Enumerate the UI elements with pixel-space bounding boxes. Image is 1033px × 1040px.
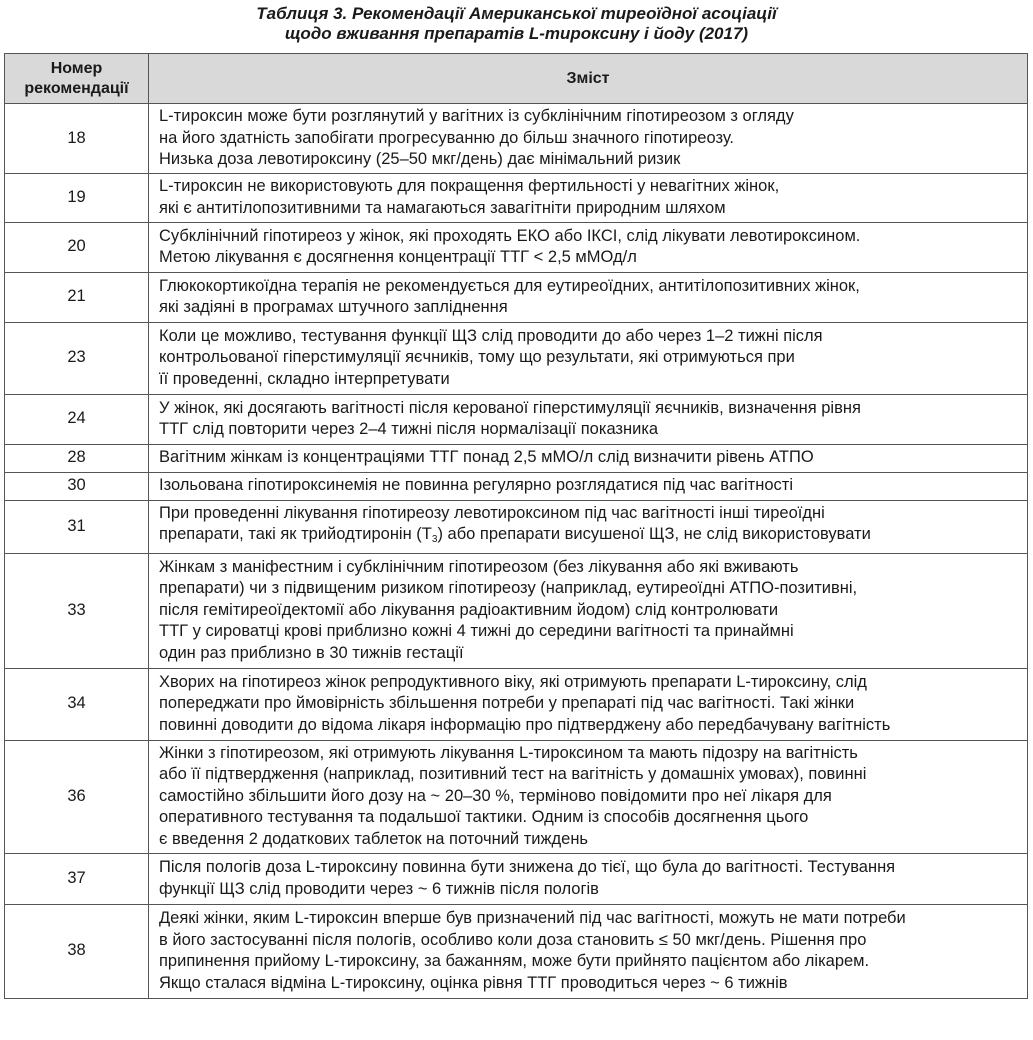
row-text: Деякі жінки, яким L-тироксин вперше був призначений під час вагітності, можуть не мати потреби в його застосуванні після пологів, особливо коли доза становить ≤ 50 мкг/день. Рішення про припинення прийому L-тироксину, за бажанням, може бути прийнято пацієнтом або лікарем. Якщо сталася відміна L-тироксину, оцінка рівня ТТГ проводиться через ~ 6 тижнів	[149, 904, 1028, 998]
table-row	[5, 173, 1028, 222]
row-text: L-тироксин може бути розглянутий у вагітних із субклінічним гіпотиреозом з огляду на його здатність запобігати прогресуванню до більш значного гіпотиреозу. Низька доза левотироксину (25–50 мкг/день) дає мінімальний ризик	[149, 104, 1028, 174]
row-text: Субклінічний гіпотиреоз у жінок, які проходять ЕКО або ІКСІ, слід лікувати левотироксином. Метою лікування є досягнення концентрації ТТГ < 2,5 мМОд/л	[149, 222, 1028, 272]
table-header-row	[5, 54, 1028, 104]
row-number: 28	[5, 444, 149, 472]
row-number: 34	[5, 668, 149, 740]
header-number: Номер рекомендації	[5, 54, 149, 104]
row-text: Хворих на гіпотиреоз жінок репродуктивного віку, які отримують препарати L-тироксину, слід попереджати про ймовірність збільшення потреби у препараті під час вагітності. Такі жінки повинні доводити до відома лікаря інформацію про підтверджену або передбачувану вагітність	[149, 668, 1028, 740]
row-number: 19	[5, 173, 149, 222]
row-text: У жінок, які досягають вагітності після керованої гіперстимуляції яєчників, визначення рівня ТТГ слід повторити через 2–4 тижні після нормалізації показника	[149, 394, 1028, 444]
table-row	[5, 104, 1028, 174]
row-text	[149, 500, 1028, 553]
row-number: 30	[5, 472, 149, 500]
caption-line-2: щодо вживання препаратів L-тироксину і йоду (2017)	[284, 24, 749, 43]
table-row	[5, 444, 1028, 472]
row-number: 18	[5, 104, 149, 174]
table-row	[5, 740, 1028, 853]
row-number: 36	[5, 740, 149, 853]
row-number: 31	[5, 500, 149, 553]
caption-line-1: Таблиця 3. Рекомендації Американської тиреоїдної асоціації	[256, 4, 777, 23]
row-text-part-a: При проведенні лікування гіпотиреозу левотироксином під час вагітності інші тиреоїдні препарати, такі як трийодтиронін (Т	[159, 503, 825, 543]
row-text: Жінкам з маніфестним і субклінічним гіпотиреозом (без лікування або які вживають препарати) чи з підвищеним ризиком гіпотиреозу (наприклад, еутиреоїдні АТПО-позитивні, після гемітиреоїдектомії або лікування радіоактивним йодом) слід контролювати ТТГ у сироватці крові приблизно кожні 4 тижні до середини вагітності та принаймні один раз приблизно в 30 тижнів гестації	[149, 553, 1028, 668]
row-text: Ізольована гіпотироксинемія не повинна регулярно розглядатися під час вагітності	[149, 472, 1028, 500]
table-row	[5, 322, 1028, 394]
row-number: 37	[5, 853, 149, 904]
table-row	[5, 668, 1028, 740]
row-number: 23	[5, 322, 149, 394]
row-number: 33	[5, 553, 149, 668]
recommendations-table	[4, 53, 1028, 999]
row-text: L-тироксин не використовують для покращення фертильності у невагітних жінок, які є антитілопозитивними та намагаються завагітніти природним шляхом	[149, 173, 1028, 222]
header-content: Зміст	[149, 54, 1028, 104]
table-row	[5, 553, 1028, 668]
row-number: 20	[5, 222, 149, 272]
row-text: Коли це можливо, тестування функції ЩЗ слід проводити до або через 1–2 тижні після контрольованої гіперстимуляції яєчників, тому що результати, які отримуються при її проведенні, складно інтерпретувати	[149, 322, 1028, 394]
table-row	[5, 904, 1028, 998]
table-row	[5, 853, 1028, 904]
row-number: 21	[5, 272, 149, 322]
row-text: Жінки з гіпотиреозом, які отримують лікування L-тироксином та мають підозру на вагітність або її підтвердження (наприклад, позитивний тест на вагітність у домашніх умовах), повинні самостійно збільшити його дозу на ~ 20–30 %, терміново повідомити про неї лікаря для оперативного тестування та подальшої тактики. Одним із способів досягнення цього є введення 2 додаткових таблеток на поточний тиждень	[149, 740, 1028, 853]
subscript-3: 3	[431, 534, 438, 545]
table-row	[5, 394, 1028, 444]
row-text: Після пологів доза L-тироксину повинна бути знижена до тієї, що була до вагітності. Тестування функції ЩЗ слід проводити через ~ 6 тижнів після пологів	[149, 853, 1028, 904]
row-text: Глюкокортикоїдна терапія не рекомендується для еутиреоїдних, антитілопозитивних жінок, які задіяні в програмах штучного запліднення	[149, 272, 1028, 322]
row-text-part-b: ) або препарати висушеної ЩЗ, не слід використовувати	[437, 525, 871, 543]
row-text: Вагітним жінкам із концентраціями ТТГ понад 2,5 мМО/л слід визначити рівень АТПО	[149, 444, 1028, 472]
row-number: 24	[5, 394, 149, 444]
table-row	[5, 272, 1028, 322]
table-row	[5, 472, 1028, 500]
table-row	[5, 500, 1028, 553]
table-row	[5, 222, 1028, 272]
row-number: 38	[5, 904, 149, 998]
table-caption	[0, 4, 1033, 44]
